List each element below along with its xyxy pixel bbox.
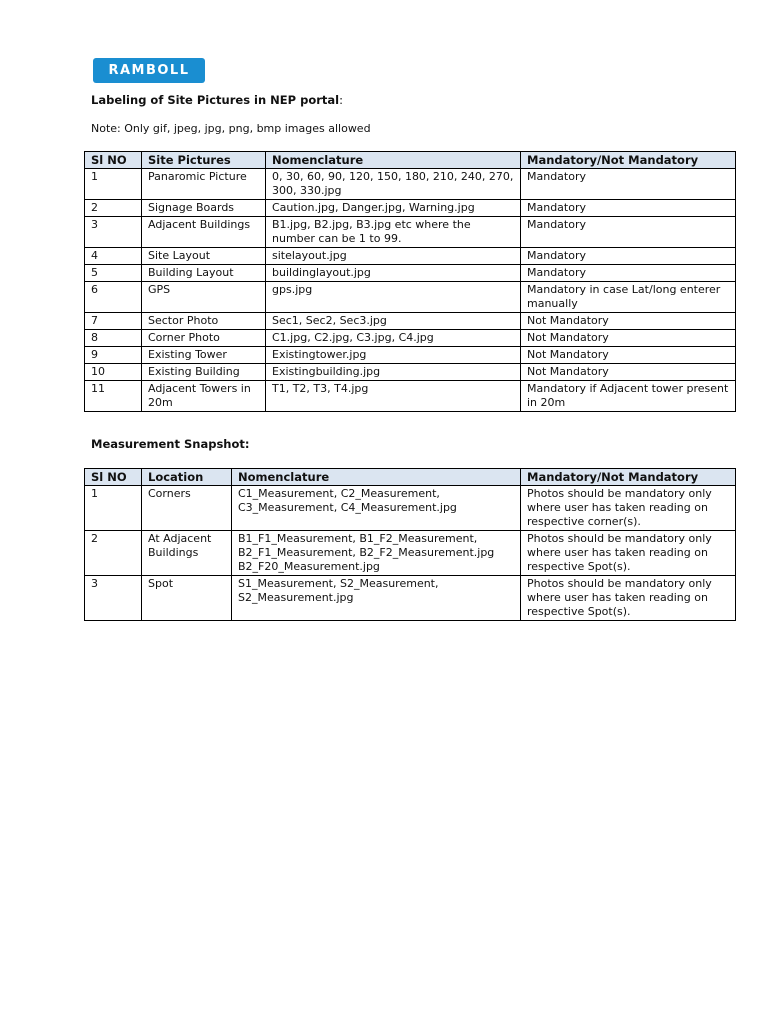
- cell-mandatory: Mandatory: [521, 200, 736, 217]
- table-row: [85, 248, 736, 265]
- cell-sl-no: 2: [85, 200, 142, 217]
- cell-nomenclature: Caution.jpg, Danger.jpg, Warning.jpg: [266, 200, 521, 217]
- table-row: [85, 217, 736, 248]
- cell-site-picture: Building Layout: [142, 265, 266, 282]
- table-row: [85, 364, 736, 381]
- logo-text: RAMBOLL: [108, 63, 190, 78]
- table-row: [85, 531, 736, 576]
- cell-nomenclature: Existingtower.jpg: [266, 347, 521, 364]
- cell-sl-no: 4: [85, 248, 142, 265]
- image-format-note: Note: Only gif, jpeg, jpg, png, bmp images allowed: [91, 122, 371, 135]
- cell-sl-no: 3: [85, 217, 142, 248]
- cell-nomenclature: B1_F1_Measurement, B1_F2_Measurement, B2_F1_Measurement, B2_F2_Measurement.jpg B2_F20_Measurement.jpg: [232, 531, 521, 576]
- cell-nomenclature: Existingbuilding.jpg: [266, 364, 521, 381]
- cell-nomenclature: B1.jpg, B2.jpg, B3.jpg etc where the number can be 1 to 99.: [266, 217, 521, 248]
- section2-heading: Measurement Snapshot:: [91, 437, 250, 451]
- cell-sl-no: 8: [85, 330, 142, 347]
- table-row: [85, 313, 736, 330]
- cell-mandatory: Mandatory if Adjacent tower present in 20m: [521, 381, 736, 412]
- cell-site-picture: Panaromic Picture: [142, 169, 266, 200]
- table-header-row: [85, 469, 736, 486]
- cell-site-picture: Adjacent Towers in 20m: [142, 381, 266, 412]
- table-row: [85, 265, 736, 282]
- header-site-pictures: Site Pictures: [142, 152, 266, 169]
- header-nomenclature: Nomenclature: [266, 152, 521, 169]
- cell-mandatory: Photos should be mandatory only where user has taken reading on respective Spot(s).: [521, 576, 736, 621]
- cell-sl-no: 10: [85, 364, 142, 381]
- cell-nomenclature: S1_Measurement, S2_Measurement, S2_Measurement.jpg: [232, 576, 521, 621]
- header-nomenclature: Nomenclature: [232, 469, 521, 486]
- cell-sl-no: 9: [85, 347, 142, 364]
- cell-mandatory: Mandatory in case Lat/long enterer manually: [521, 282, 736, 313]
- cell-nomenclature: C1.jpg, C2.jpg, C3.jpg, C4.jpg: [266, 330, 521, 347]
- cell-sl-no: 3: [85, 576, 142, 621]
- table-row: [85, 486, 736, 531]
- cell-site-picture: Existing Tower: [142, 347, 266, 364]
- header-location: Location: [142, 469, 232, 486]
- cell-sl-no: 2: [85, 531, 142, 576]
- cell-mandatory: Mandatory: [521, 169, 736, 200]
- cell-location: Spot: [142, 576, 232, 621]
- cell-nomenclature: buildinglayout.jpg: [266, 265, 521, 282]
- cell-sl-no: 11: [85, 381, 142, 412]
- header-mandatory: Mandatory/Not Mandatory: [521, 152, 736, 169]
- table-row: [85, 282, 736, 313]
- cell-site-picture: Existing Building: [142, 364, 266, 381]
- site-pictures-table: [84, 151, 736, 412]
- cell-location: At Adjacent Buildings: [142, 531, 232, 576]
- cell-sl-no: 1: [85, 169, 142, 200]
- cell-mandatory: Not Mandatory: [521, 330, 736, 347]
- table-row: [85, 381, 736, 412]
- cell-site-picture: Sector Photo: [142, 313, 266, 330]
- cell-sl-no: 1: [85, 486, 142, 531]
- cell-mandatory: Photos should be mandatory only where user has taken reading on respective Spot(s).: [521, 531, 736, 576]
- cell-nomenclature: Sec1, Sec2, Sec3.jpg: [266, 313, 521, 330]
- cell-location: Corners: [142, 486, 232, 531]
- section1-heading-text: Labeling of Site Pictures in NEP portal: [91, 93, 340, 107]
- header-sl-no: Sl NO: [85, 152, 142, 169]
- table-row: [85, 576, 736, 621]
- cell-mandatory: Mandatory: [521, 248, 736, 265]
- table-row: [85, 330, 736, 347]
- table-row: [85, 347, 736, 364]
- cell-mandatory: Photos should be mandatory only where user has taken reading on respective corner(s).: [521, 486, 736, 531]
- header-sl-no: Sl NO: [85, 469, 142, 486]
- cell-mandatory: Not Mandatory: [521, 364, 736, 381]
- section1-heading: [91, 93, 343, 107]
- cell-nomenclature: T1, T2, T3, T4.jpg: [266, 381, 521, 412]
- cell-nomenclature: C1_Measurement, C2_Measurement, C3_Measurement, C4_Measurement.jpg: [232, 486, 521, 531]
- ramboll-logo: [93, 58, 205, 83]
- table-row: [85, 200, 736, 217]
- cell-site-picture: Site Layout: [142, 248, 266, 265]
- measurement-snapshot-table: [84, 468, 736, 621]
- cell-sl-no: 6: [85, 282, 142, 313]
- header-mandatory: Mandatory/Not Mandatory: [521, 469, 736, 486]
- cell-sl-no: 7: [85, 313, 142, 330]
- cell-site-picture: Signage Boards: [142, 200, 266, 217]
- cell-nomenclature: sitelayout.jpg: [266, 248, 521, 265]
- cell-mandatory: Not Mandatory: [521, 347, 736, 364]
- cell-site-picture: Corner Photo: [142, 330, 266, 347]
- cell-nomenclature: 0, 30, 60, 90, 120, 150, 180, 210, 240, 270, 300, 330.jpg: [266, 169, 521, 200]
- table-row: [85, 169, 736, 200]
- cell-sl-no: 5: [85, 265, 142, 282]
- cell-mandatory: Mandatory: [521, 265, 736, 282]
- cell-mandatory: Not Mandatory: [521, 313, 736, 330]
- cell-site-picture: Adjacent Buildings: [142, 217, 266, 248]
- cell-nomenclature: gps.jpg: [266, 282, 521, 313]
- cell-site-picture: GPS: [142, 282, 266, 313]
- table-header-row: [85, 152, 736, 169]
- section1-heading-colon: :: [339, 93, 343, 107]
- cell-mandatory: Mandatory: [521, 217, 736, 248]
